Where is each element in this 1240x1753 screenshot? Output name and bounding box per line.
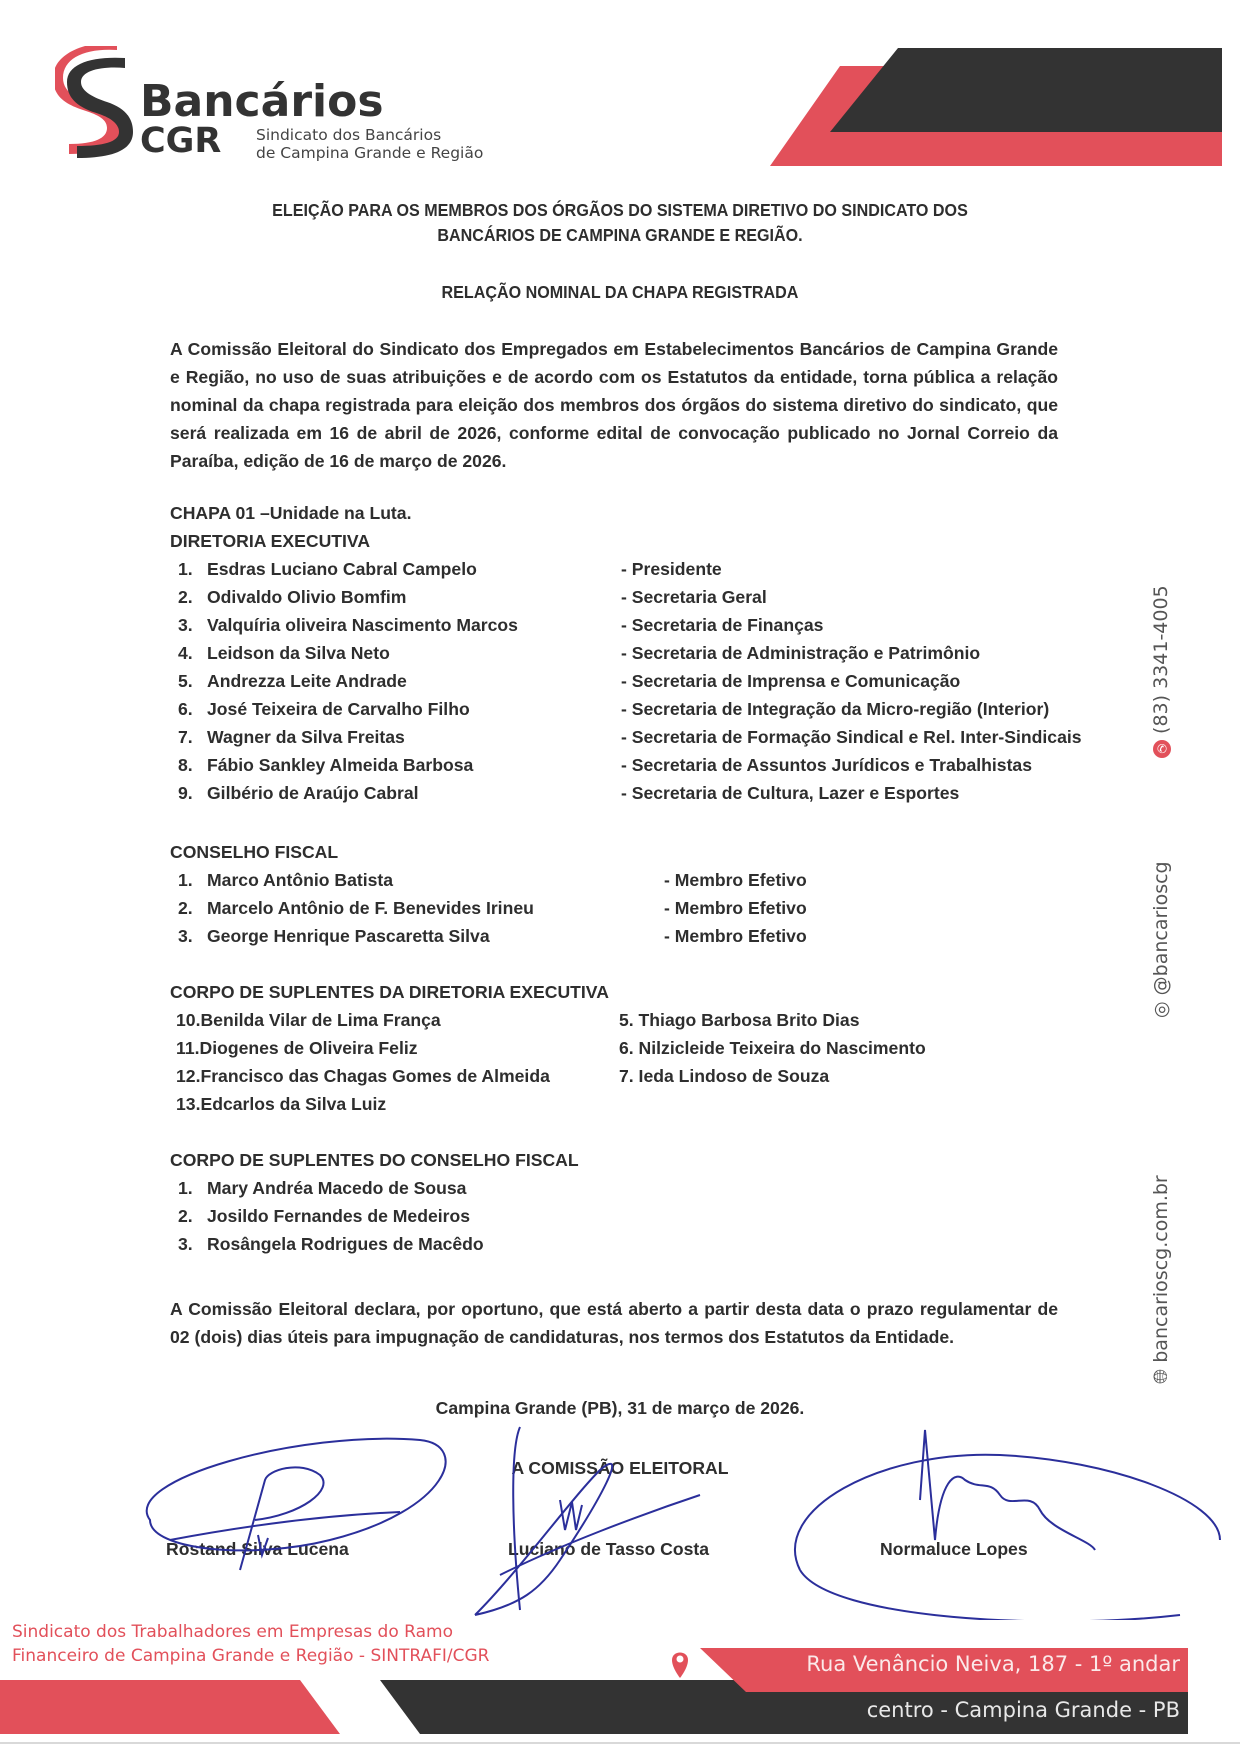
member-name: Leidson da Silva Neto	[207, 643, 390, 663]
suplente-name: 11.Diogenes de Oliveira Feliz	[176, 1038, 418, 1058]
suplentes-conselho-heading: CORPO DE SUPLENTES DO CONSELHO FISCAL	[170, 1150, 579, 1170]
phone-number: (83) 3341-4005	[1150, 585, 1172, 734]
website-url[interactable]: bancarioscg.com.br	[1150, 1175, 1172, 1363]
member-number: 4.	[178, 643, 193, 663]
suplente-name: 10.Benilda Vilar de Lima França	[176, 1010, 441, 1030]
list-item	[0, 926, 1240, 954]
member-role: - Secretaria Geral	[621, 587, 767, 607]
list-item	[0, 671, 1240, 699]
list-item	[0, 727, 1240, 755]
diretoria-heading: DIRETORIA EXECUTIVA	[170, 531, 371, 551]
list-item	[0, 1038, 926, 1066]
suplente-name: 12.Francisco das Chagas Gomes de Almeida	[176, 1066, 550, 1086]
member-number: 1.	[178, 559, 193, 579]
intro-text: A Comissão Eleitoral do Sindicato dos Empregados em Estabelecimentos Bancários de Campina Grande e Região, no uso de suas atribuições e de acordo com os Estatutos da entidade, torna pública a relação nominal da chapa registrada para eleição dos membros dos órgãos do sistema diretivo do sindicato, que será realizada em 16 de abril de 2026, conforme edital de convocação publicado no Jornal Correio da Paraíba, edição de 16 de março de 2026.	[170, 339, 1058, 471]
suplente-name: 13.Edcarlos da Silva Luiz	[176, 1094, 387, 1114]
document-title-line2: BANCÁRIOS DE CAMPINA GRANDE E REGIÃO.	[437, 225, 803, 245]
list-item	[0, 1206, 1240, 1234]
member-role: - Membro Efetivo	[664, 898, 807, 918]
member-number: 5.	[178, 671, 193, 691]
list-item	[0, 643, 1240, 671]
list-item	[0, 587, 1240, 615]
list-item	[0, 699, 1240, 727]
document-title-line1: ELEIÇÃO PARA OS MEMBROS DOS ÓRGÃOS DO SISTEMA DIRETIVO DO SINDICATO DOS	[272, 200, 968, 220]
member-role: - Membro Efetivo	[664, 926, 807, 946]
member-name: Fábio Sankley Almeida Barbosa	[207, 755, 474, 775]
member-name: José Teixeira de Carvalho Filho	[207, 699, 470, 719]
member-name: Odivaldo Olivio Bomfim	[207, 587, 407, 607]
place-date: Campina Grande (PB), 31 de março de 2026.	[435, 1398, 805, 1418]
member-number: 8.	[178, 755, 193, 775]
signatory-name: Normaluce Lopes	[880, 1539, 1028, 1559]
list-item	[0, 1234, 1240, 1262]
member-role: - Presidente	[621, 559, 722, 579]
footer-org-line2: Financeiro de Campina Grande e Região - SINTRAFI/CGR	[12, 1646, 490, 1666]
logo-subtitle-line2: de Campina Grande e Região	[256, 144, 484, 162]
closing-text: A Comissão Eleitoral declara, por oportuno, que está aberto a partir desta data o prazo regulamentar de 02 (dois) dias úteis para impugnação de candidaturas, nos termos dos Estatutos da Entidade.	[170, 1299, 1058, 1347]
member-number: 7.	[178, 727, 193, 747]
handwritten-signatures	[0, 1420, 1240, 1620]
footer-org-line1: Sindicato dos Trabalhadores em Empresas do Ramo	[12, 1622, 453, 1642]
list-item	[0, 783, 1240, 811]
member-name: Gilbério de Araújo Cabral	[207, 783, 419, 803]
footer-address-line2: centro - Campina Grande - PB	[866, 1698, 1180, 1722]
conselho-heading: CONSELHO FISCAL	[170, 842, 339, 862]
instagram-icon: ◎	[1150, 1001, 1172, 1018]
member-number: 2.	[178, 1206, 193, 1226]
member-role: - Secretaria de Assuntos Jurídicos e Trabalhistas	[621, 755, 1033, 775]
member-name: George Henrique Pascaretta Silva	[207, 926, 490, 946]
member-name: Marco Antônio Batista	[207, 870, 394, 890]
logo-subtitle	[256, 126, 483, 162]
list-item	[0, 1066, 830, 1094]
location-pin-icon	[672, 1653, 688, 1679]
member-name: Wagner da Silva Freitas	[207, 727, 405, 747]
union-logo-icon	[55, 46, 135, 158]
member-number: 2.	[178, 898, 193, 918]
member-role: - Secretaria de Integração da Micro-região (Interior)	[621, 699, 1050, 719]
suplente-name: 6. Nilzicleide Teixeira do Nascimento	[619, 1038, 926, 1058]
member-number: 2.	[178, 587, 193, 607]
member-role: - Secretaria de Imprensa e Comunicação	[621, 671, 961, 691]
logo-subtitle-line1: Sindicato dos Bancários	[256, 126, 442, 144]
member-number: 1.	[178, 870, 193, 890]
member-name: Valquíria oliveira Nascimento Marcos	[207, 615, 518, 635]
member-role: - Membro Efetivo	[664, 870, 807, 890]
member-role: - Secretaria de Formação Sindical e Rel. Inter-Sindicais	[621, 727, 1082, 747]
list-item	[0, 898, 1240, 926]
instagram-handle: @bancarioscg	[1150, 861, 1172, 996]
member-role: - Secretaria de Administração e Patrimônio	[621, 643, 981, 663]
page-bottom-rule	[0, 1742, 1240, 1744]
member-number: 3.	[178, 615, 193, 635]
list-item	[0, 870, 1240, 898]
list-item	[0, 755, 1240, 783]
list-item	[0, 559, 1240, 587]
signature-luciano	[475, 1427, 700, 1615]
logo-cgr: CGR	[140, 121, 222, 161]
member-name: Esdras Luciano Cabral Campelo	[207, 559, 477, 579]
member-number: 3.	[178, 926, 193, 946]
list-item	[0, 1178, 1240, 1206]
commission-label: A COMISSÃO ELEITORAL	[511, 1458, 729, 1478]
member-name: Rosângela Rodrigues de Macêdo	[207, 1234, 484, 1254]
member-name: Josildo Fernandes de Medeiros	[207, 1206, 470, 1226]
suplente-name: 7. Ieda Lindoso de Souza	[619, 1066, 830, 1086]
chapa-heading: CHAPA 01 –Unidade na Luta.	[170, 503, 412, 523]
suplente-name: 5. Thiago Barbosa Brito Dias	[619, 1010, 860, 1030]
member-name: Marcelo Antônio de F. Benevides Irineu	[207, 898, 534, 918]
member-number: 6.	[178, 699, 193, 719]
intro-paragraph	[170, 335, 1058, 475]
signatory-name: Luciano de Tasso Costa	[508, 1539, 710, 1559]
globe-icon: 🌐︎	[1150, 1368, 1172, 1384]
member-name: Mary Andréa Macedo de Sousa	[207, 1178, 467, 1198]
header-decorative-bands	[770, 48, 1222, 168]
document-title	[188, 198, 1053, 248]
member-name: Andrezza Leite Andrade	[207, 671, 407, 691]
signatory-name: Rostand Silva Lucena	[166, 1539, 349, 1559]
list-item	[0, 615, 1240, 643]
list-item	[0, 1094, 1240, 1122]
member-role: - Secretaria de Cultura, Lazer e Esportes	[621, 783, 960, 803]
member-number: 9.	[178, 783, 193, 803]
list-item	[0, 1010, 860, 1038]
footer-address-line1: Rua Venâncio Neiva, 187 - 1º andar	[806, 1652, 1180, 1676]
suplentes-diretoria-heading: CORPO DE SUPLENTES DA DIRETORIA EXECUTIVA	[170, 982, 609, 1002]
member-number: 3.	[178, 1234, 193, 1254]
closing-paragraph	[170, 1295, 1058, 1351]
logo-title: Bancários	[140, 76, 384, 127]
member-role: - Secretaria de Finanças	[621, 615, 824, 635]
member-number: 1.	[178, 1178, 193, 1198]
phone-icon: ✆	[1153, 740, 1171, 758]
document-subtitle: RELAÇÃO NOMINAL DA CHAPA REGISTRADA	[441, 282, 799, 302]
